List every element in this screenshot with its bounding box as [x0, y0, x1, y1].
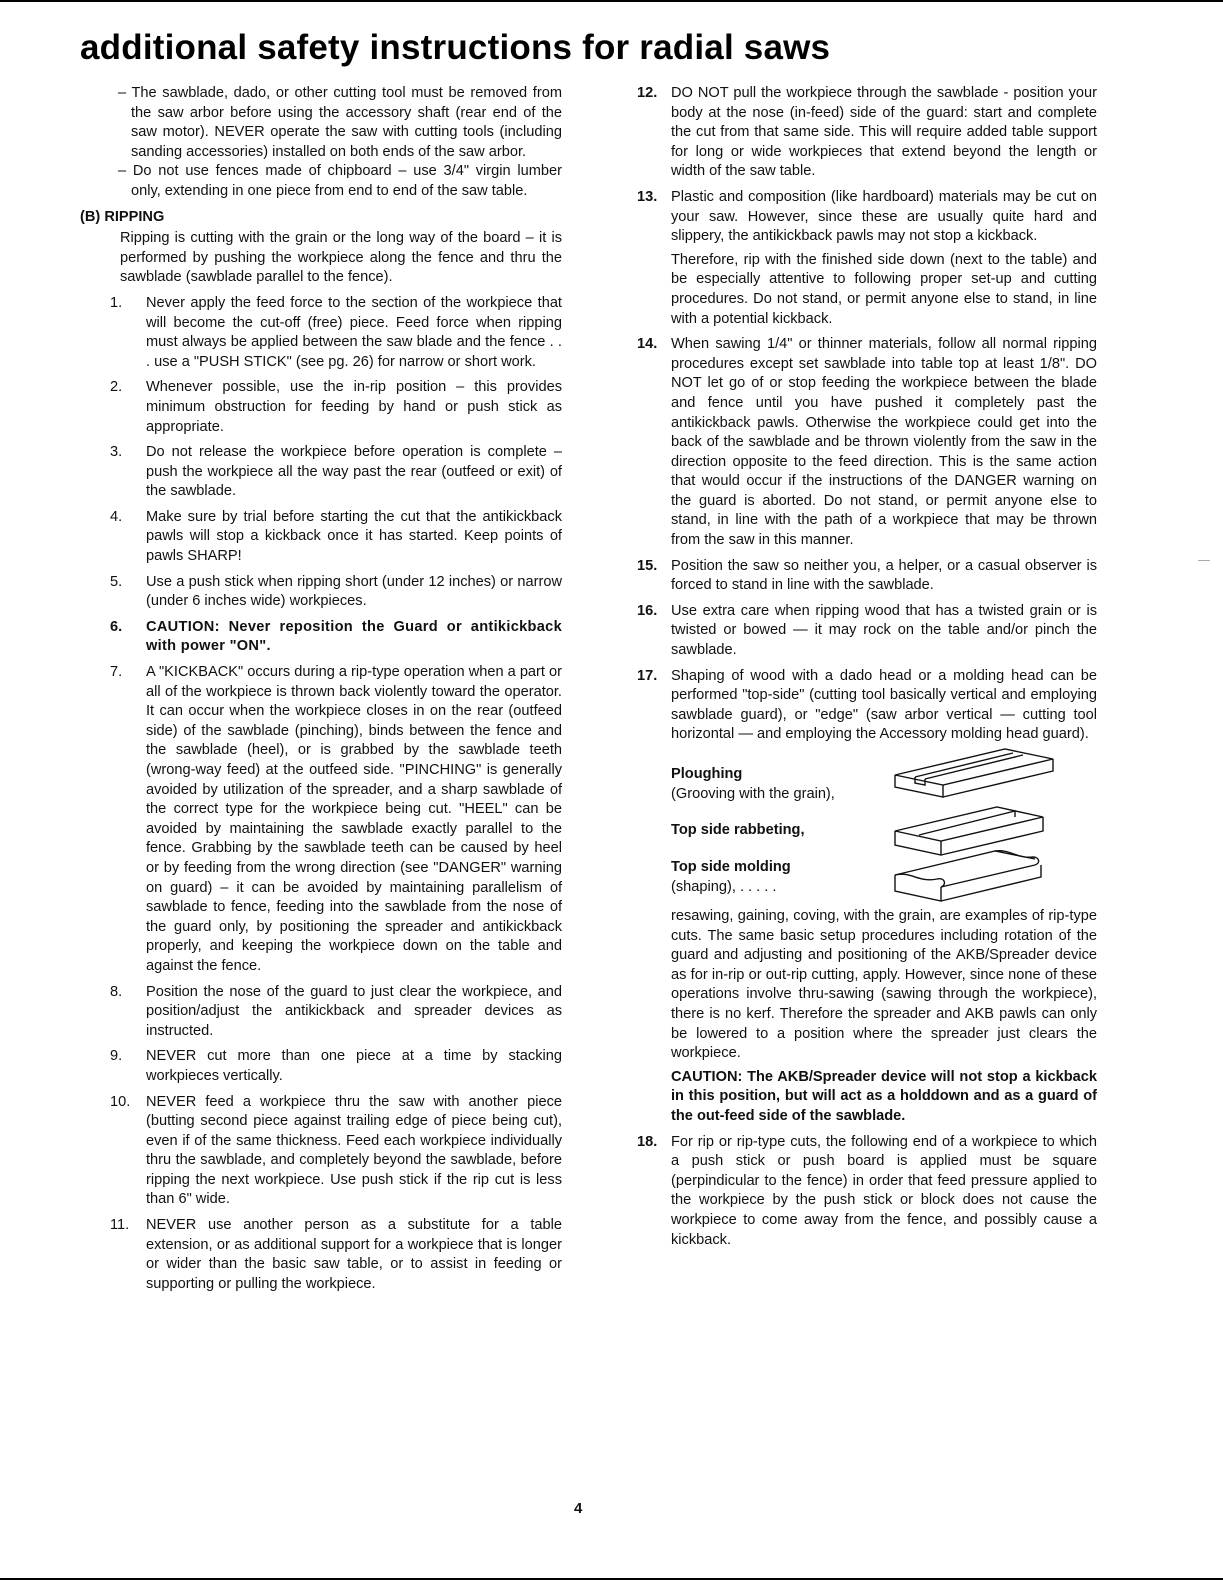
shape-label-sub: (Grooving with the grain), [671, 785, 835, 802]
item-number: 15. [637, 557, 658, 574]
molding-label [671, 858, 891, 897]
list-item [110, 378, 562, 437]
list-item [637, 667, 1097, 1127]
item-text: Do not release the workpiece before operation is complete – push the workpiece all the way past the rear (outfeed or exit) of the sawblade. [146, 444, 562, 500]
item-number: 10. [110, 1093, 131, 1110]
list-item [637, 188, 1097, 329]
item-text: When sawing 1/4" or thinner materials, follow all normal ripping procedures except set sawblade into table top at least 1/8". DO NOT let go of or stop feeding the workpiece between the blade and fence until you have pushed it completely past the antikickback pawls. Otherwise the workpiece could get into the back of the sawblade and be thrown violently from the saw in the direction opposite to the feed direction. This is the same action that would occur if the instructions of the DANGER warning on the guard is aborted. Do not stand, or permit anyone else to stand, in line with the path of a workpiece that may be thrown from the saw in this manner. [671, 336, 1097, 549]
item-text: Use a push stick when ripping short (under 12 inches) or narrow (under 6 inches wide) workpieces. [146, 573, 562, 610]
rabbeting-board-icon [895, 807, 1043, 855]
note-fences: – Do not use fences made of chipboard – use 3/4" virgin lumber only, extending in one piece from end to end of the saw table. [118, 163, 562, 199]
item-text: Position the nose of the guard to just clear the workpiece, and position/adjust the antikickback and spreader devices as instructed. [146, 983, 562, 1039]
item-text: Use extra care when ripping wood that has a twisted grain or is twisted or bowed — it may rock on the table and/or pinch the sawblade. [671, 602, 1097, 659]
list-item [110, 443, 562, 502]
right-column [637, 84, 1097, 1256]
list-item [110, 508, 562, 567]
item-text: NEVER use another person as a substitute for a table extension, or as additional support for a workpiece that is longer or wider than the basic saw table, or to assist in feeding or supporting or pulling the workpiece. [146, 1217, 562, 1292]
item-text: DO NOT pull the workpiece through the sawblade - position your body at the nose (in-feed) side of the guard: start and complete the cut from that same side. This will require added table support for long or wide workpieces that extend beyond the length or width of the saw table. [671, 85, 1097, 180]
item-number: 8. [110, 983, 123, 1000]
caution-text: CAUTION: The AKB/Spreader device will not stop a kickback in this position, but will act as a holddown and as a guard of the out-feed side of the sawblade. [671, 1068, 1097, 1124]
item-text: Shaping of wood with a dado head or a molding head can be performed "top-side" (cutting tool basically vertical and employing sawblade guard), or "edge" (saw arbor vertical — cutting tool horizontal — and employing the Accessory molding head guard). [671, 667, 1097, 743]
shape-label-sub: (shaping), . . . . . [671, 878, 777, 895]
ploughing-label [671, 765, 891, 804]
item-text: Position the saw so neither you, a helper, or a casual observer is forced to stand in line with the sawblade. [671, 557, 1097, 594]
bottom-rule [0, 1578, 1223, 1580]
item-number: 9. [110, 1048, 123, 1065]
left-column [80, 84, 562, 1300]
item-number: 16. [637, 602, 658, 619]
shaping-illustration [671, 747, 1097, 907]
item-number: 13. [637, 188, 658, 205]
item-number: 12. [637, 85, 658, 101]
item-text: Whenever possible, use the in-rip position – this provides minimum obstruction for feeding by hand or push stick as appropriate. [146, 379, 562, 435]
shape-label-title: Top side rabbeting, [671, 822, 805, 838]
item-number: 1. [110, 294, 123, 311]
item-text: Make sure by trial before starting the cut that the antikickback pawls will stop a kickback once it has started. Keep points of pawls SHARP! [146, 508, 562, 565]
shape-label-title: Top side molding [671, 859, 791, 875]
caution-text: CAUTION: Never reposition the Guard or antikickback with power "ON". [146, 618, 562, 655]
item-text-continued: resawing, gaining, coving, with the grain, are examples of rip-type cuts. The same basic setup procedures including rotation of the guard and adjusting and positioning of the AKB/Spreader device as for in-rip or out-rip cutting, apply. However, since none of these operations involve thru-sawing (sawing through the workpiece), there is no kerf. Therefore the spreader and AKB pawls can only be lowered to a position where the spreader just clears the workpiece. [671, 908, 1097, 1062]
item-number: 17. [637, 667, 658, 684]
page-number: 4 [574, 1500, 583, 1517]
list-item [110, 663, 562, 977]
section-heading-ripping: (B) RIPPING [80, 208, 165, 225]
list-item [637, 84, 1097, 182]
item-number: 3. [110, 444, 123, 461]
item-text: Never apply the feed force to the section of the workpiece that will become the cut-off (free) piece. Feed force when ripping must always be applied between the saw blade and the fence . . . use a "PUSH STICK" (see pg. 26) for narrow or short work. [146, 294, 562, 370]
ripping-intro: Ripping is cutting with the grain or the long way of the board – it is performed by pushing the workpiece along the fence and thru the sawblade (sawblade parallel to the fence). [120, 230, 562, 286]
note-arbor: – The sawblade, dado, or other cutting tool must be removed from the saw arbor before using the accessory shaft (rear end of the saw motor). NEVER operate the saw with cutting tools (including sanding accessories) installed on both ends of the saw arbor. [118, 85, 562, 160]
wood-profiles-icon [885, 747, 1095, 907]
item-text: NEVER cut more than one piece at a time by stacking workpieces vertically. [146, 1048, 562, 1084]
item-number: 4. [110, 508, 123, 525]
item-text: Plastic and composition (like hardboard) materials may be cut on your saw. However, since these are usually quite hard and slippery, the antikickback pawls may not stop a kickback. [671, 188, 1097, 245]
ploughing-board-icon [895, 749, 1053, 797]
list-item [110, 294, 562, 372]
list-item [637, 557, 1097, 596]
item-text: NEVER feed a workpiece thru the saw with another piece (butting second piece against trailing edge of piece being cut), even if of the same thickness. Feed each workpiece individually thru the sawblade, and completely beyond the sawblade, before ripping the next workpiece. Use push stick if the rip cut is less than 6" wide. [146, 1093, 562, 1208]
molding-board-icon [895, 851, 1041, 901]
list-item-caution [110, 618, 562, 657]
page-title: additional safety instructions for radial saws [80, 28, 831, 67]
list-item [110, 983, 562, 1042]
item-number: 2. [110, 379, 123, 396]
list-item [110, 1047, 562, 1086]
rabbeting-label [671, 821, 891, 841]
list-item [637, 1133, 1097, 1251]
item-number: 7. [110, 664, 123, 681]
item-number: 5. [110, 573, 123, 590]
item-text: For rip or rip-type cuts, the following end of a workpiece to which a push stick or push board is applied must be square (perpindicular to the fence) in order that feed pressure applied to the workpiece by the push stick or block does not cause the workpiece to come away from the fence, and possibly cause a kickback. [671, 1133, 1097, 1248]
list-item [110, 573, 562, 612]
item-number: 14. [637, 336, 658, 353]
item-number: 18. [637, 1133, 658, 1150]
shape-label-title: Ploughing [671, 766, 743, 782]
item-number: 6. [110, 618, 123, 635]
margin-mark [1198, 560, 1210, 561]
item-text-continued: Therefore, rip with the finished side down (next to the table) and be especially attentive to following proper set-up and cutting procedures. Do not stand, or permit anyone else to stand, in line with a potential kickback. [671, 251, 1097, 327]
top-rule [0, 0, 1223, 2]
item-text: A "KICKBACK" occurs during a rip-type operation when a part or all of the workpiece is thrown back violently toward the operator. It can occur when the workpiece closes in on the rear (outfeed side) of the sawblade (pinching), binds between the fence and the sawblade (heel), or is grabbed by the sawblade teeth (wrong-way feed) at the outfeed side. "PINCHING" is generally avoided by utilization of the spreader, and a sharp sawblade of the correct type for the workpiece being cut. "HEEL" can be avoided by maintaining the sawblade exactly parallel to the fence. Grabbing by the sawblade teeth can be caused by heel or by feeding from the wrong direction (see "DANGER" warning on guard) – it can be avoided by maintaining parallelism of sawblade to fence, feeding into the sawblade from the nose of the guard only, by positioning the spreader and antikickback properly, and keeping the workpiece down on the table and against the fence. [146, 664, 562, 974]
list-item [110, 1093, 562, 1211]
list-item [110, 1216, 562, 1294]
list-item [637, 335, 1097, 551]
list-item [637, 602, 1097, 661]
item-number: 11. [110, 1217, 130, 1234]
